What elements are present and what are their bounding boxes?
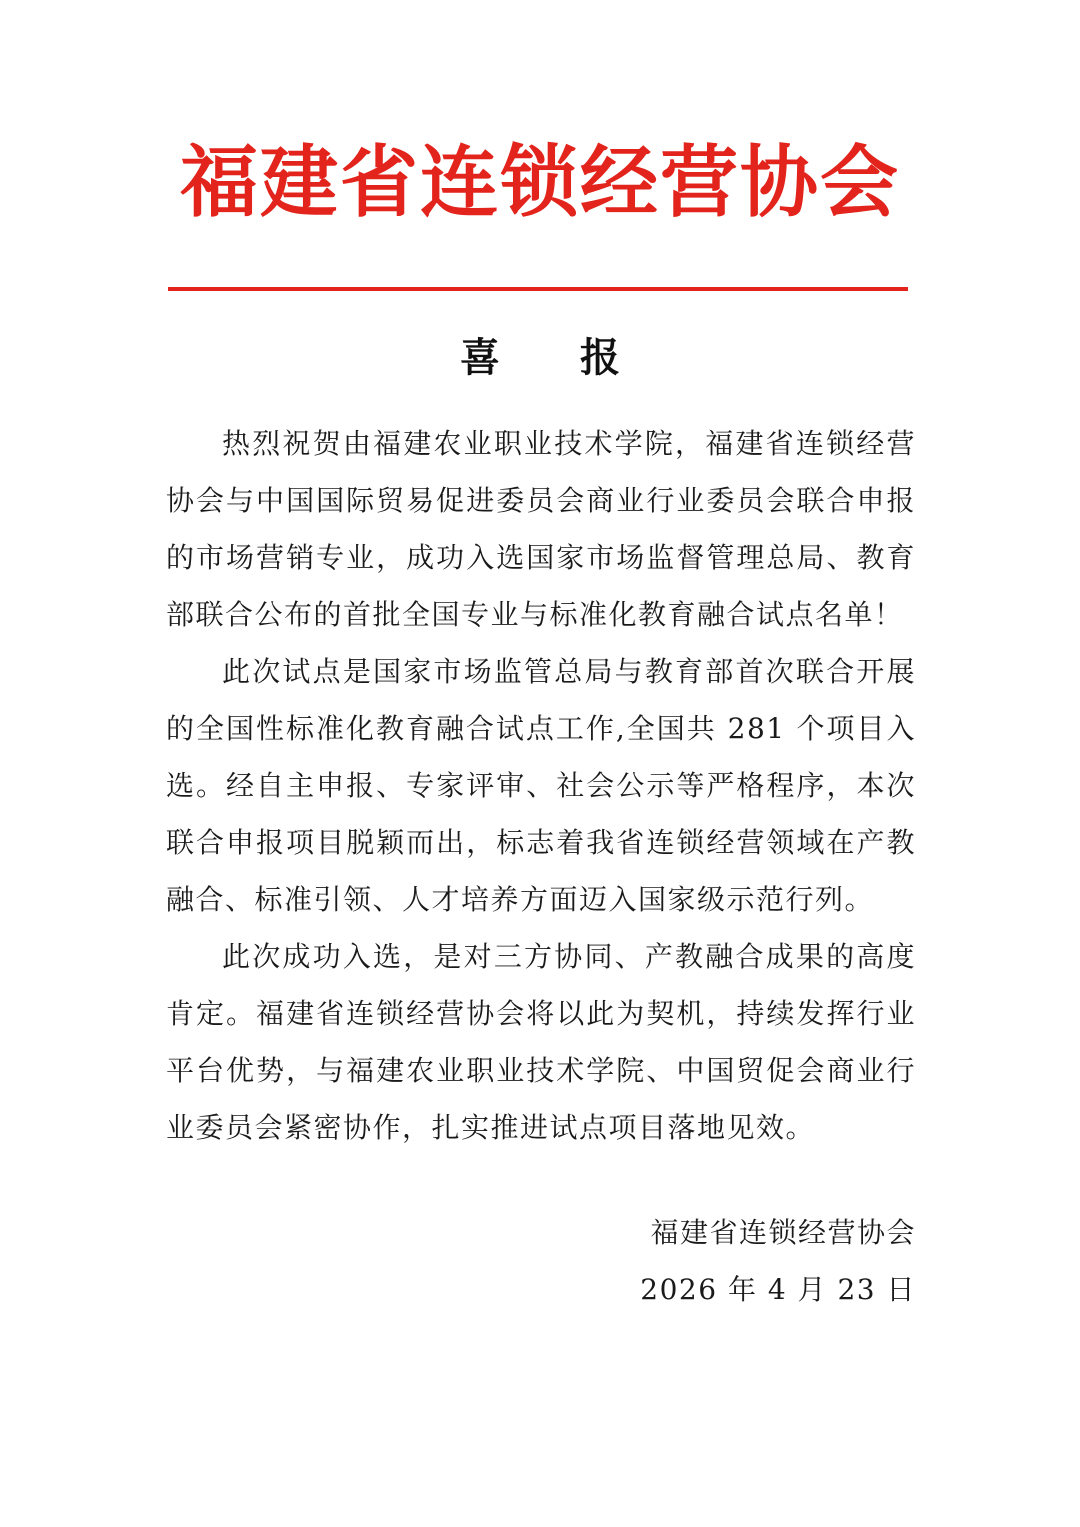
signature-organization: 福建省连锁经营协会 [650,1216,916,1249]
announcement-body [166,415,916,1156]
body-paragraph-3: 此次成功入选，是对三方协同、产教融合成果的高度肯定。福建省连锁经营协会将以此为契机，持续发挥行业平台优势，与福建农业职业技术学院、中国贸促会商业行业委员会紧密协作，扎实推进试点项目落地见效。 [166,940,916,1144]
body-paragraph-1: 热烈祝贺由福建农业职业技术学院，福建省连锁经营协会与中国国际贸易促进委员会商业行业委员会联合申报的市场营销专业，成功入选国家市场监督管理总局、教育部联合公布的首批全国专业与标准化教育融合试点名单！ [166,427,916,631]
signature-block [640,1204,916,1318]
organization-letterhead: 福建省连锁经营协会 [179,138,900,228]
document-title [0,330,1080,386]
signature-date: 2026 年 4 月 23 日 [640,1273,916,1306]
body-paragraph-2: 此次试点是国家市场监管总局与教育部首次联合开展的全国性标准化教育融合试点工作,全国共 281 个项目入选。经自主申报、专家评审、社会公示等严格程序，本次联合申报项目脱颖而出，标志着我省连锁经营领域在产教融合、标准引领、人才培养方面迈入国家级示范行列。 [166,655,916,916]
document-title-char-1: 喜 [460,334,500,381]
document-title-char-2: 报 [580,334,620,381]
letterhead-red-rule [168,287,908,291]
